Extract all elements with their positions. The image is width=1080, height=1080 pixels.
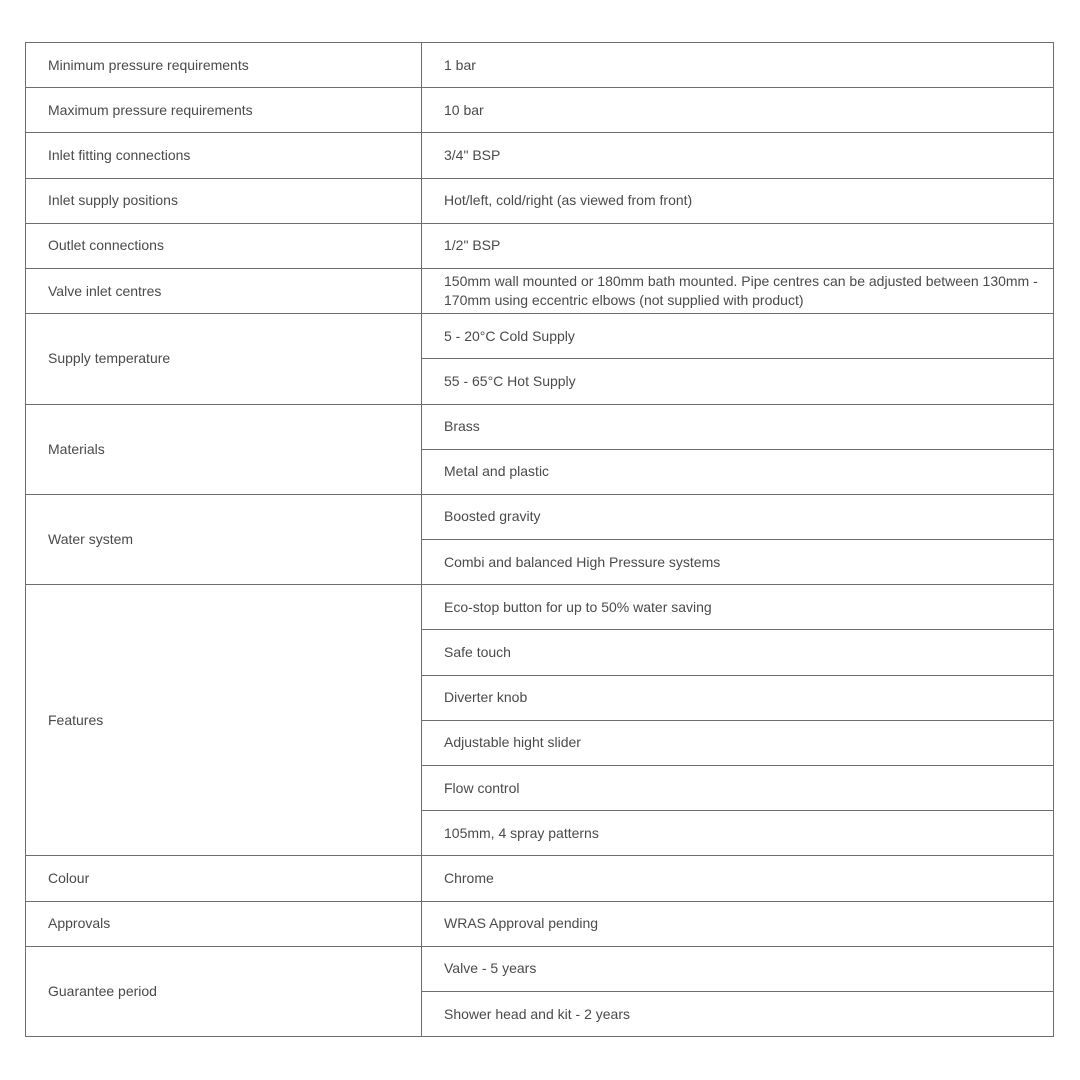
table-row <box>26 133 1054 178</box>
spec-value: Adjustable hight slider <box>422 720 1054 765</box>
spec-label: Supply temperature <box>26 314 422 404</box>
spec-label: Colour <box>26 856 422 901</box>
spec-value: 1 bar <box>422 43 1054 88</box>
table-row <box>26 585 1054 630</box>
table-row <box>26 404 1054 449</box>
spec-value: Shower head and kit - 2 years <box>422 991 1054 1036</box>
spec-value: Diverter knob <box>422 675 1054 720</box>
spec-value: WRAS Approval pending <box>422 901 1054 946</box>
spec-value: 55 - 65°C Hot Supply <box>422 359 1054 404</box>
spec-value: 3/4" BSP <box>422 133 1054 178</box>
spec-label: Guarantee period <box>26 946 422 1036</box>
spec-label: Maximum pressure requirements <box>26 88 422 133</box>
table-row <box>26 314 1054 359</box>
spec-value: 150mm wall mounted or 180mm bath mounted. Pipe centres can be adjusted between 130mm - 170mm using eccentric elbows (not supplied with product) <box>422 268 1054 313</box>
spec-label: Features <box>26 585 422 856</box>
spec-value: Valve - 5 years <box>422 946 1054 991</box>
spec-label: Minimum pressure requirements <box>26 43 422 88</box>
spec-label: Inlet supply positions <box>26 178 422 223</box>
spec-label: Outlet connections <box>26 223 422 268</box>
spec-label: Water system <box>26 494 422 584</box>
spec-label: Materials <box>26 404 422 494</box>
spec-value: 105mm, 4 spray patterns <box>422 811 1054 856</box>
spec-value: Hot/left, cold/right (as viewed from front) <box>422 178 1054 223</box>
spec-value: Combi and balanced High Pressure systems <box>422 540 1054 585</box>
table-row <box>26 901 1054 946</box>
spec-value: 1/2" BSP <box>422 223 1054 268</box>
spec-value: Metal and plastic <box>422 449 1054 494</box>
spec-value: Eco-stop button for up to 50% water saving <box>422 585 1054 630</box>
spec-label: Approvals <box>26 901 422 946</box>
table-row <box>26 43 1054 88</box>
table-row <box>26 223 1054 268</box>
table-row <box>26 494 1054 539</box>
spec-value: Boosted gravity <box>422 494 1054 539</box>
spec-value: 5 - 20°C Cold Supply <box>422 314 1054 359</box>
spec-value: Safe touch <box>422 630 1054 675</box>
spec-label: Valve inlet centres <box>26 268 422 313</box>
spec-table-body <box>26 43 1054 1037</box>
table-row <box>26 856 1054 901</box>
table-row <box>26 88 1054 133</box>
spec-table <box>25 42 1054 1037</box>
spec-value: Flow control <box>422 766 1054 811</box>
spec-value: Brass <box>422 404 1054 449</box>
spec-label: Inlet fitting connections <box>26 133 422 178</box>
table-row <box>26 946 1054 991</box>
table-row <box>26 178 1054 223</box>
table-row <box>26 268 1054 313</box>
spec-value: 10 bar <box>422 88 1054 133</box>
spec-value: Chrome <box>422 856 1054 901</box>
